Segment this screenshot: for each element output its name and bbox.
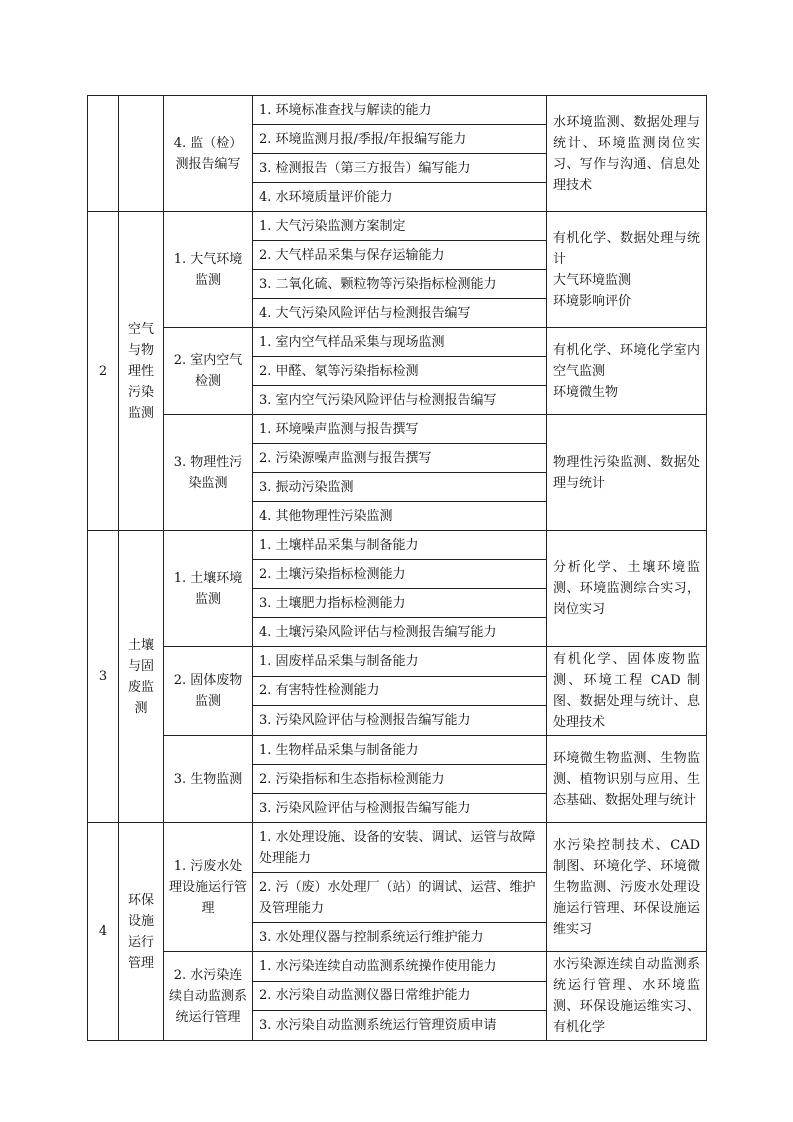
- ability-cell: 1. 环境噪声监测与报告撰写: [253, 415, 547, 444]
- table-row: [88, 415, 707, 444]
- ability-cell: 1. 水处理设施、设备的安装、调试、运管与故障处理能力: [253, 823, 547, 873]
- ability-cell: 3. 水处理仪器与控制系统运行维护能力: [253, 923, 547, 952]
- sub-area-cell: 3. 物理性污染监测: [164, 415, 253, 531]
- ability-cell: 4. 土壤污染风险评估与检测报告编写能力: [253, 618, 547, 647]
- row-number: 2: [88, 212, 119, 531]
- area-cell: 土壤与固废监测: [119, 531, 164, 823]
- course-cell: 有机化学、环境化学室内空气监测 环境微生物: [547, 328, 707, 415]
- course-cell: 水环境监测、数据处理与统计、环境监测岗位实习、写作与沟通、信息处理技术: [547, 96, 707, 212]
- sub-area-cell: 2. 室内空气检测: [164, 328, 253, 415]
- ability-cell: 1. 环境标准查找与解读的能力: [253, 96, 547, 125]
- row-number: 3: [88, 531, 119, 823]
- table-row: [88, 823, 707, 873]
- area-cell: [119, 96, 164, 212]
- ability-cell: 1. 大气污染监测方案制定: [253, 212, 547, 241]
- table-row: [88, 96, 707, 125]
- ability-cell: 4. 其他物理性污染监测: [253, 502, 547, 531]
- ability-cell: 2. 大气样品采集与保存运输能力: [253, 241, 547, 270]
- ability-cell: 3. 室内空气污染风险评估与检测报告编写: [253, 386, 547, 415]
- ability-cell: 4. 大气污染风险评估与检测报告编写: [253, 299, 547, 328]
- ability-cell: 3. 二氧化硫、颗粒物等污染指标检测能力: [253, 270, 547, 299]
- ability-cell: 3. 振动污染监测: [253, 473, 547, 502]
- table-row: [88, 328, 707, 357]
- ability-cell: 1. 土壤样品采集与制备能力: [253, 531, 547, 560]
- row-number: 4: [88, 823, 119, 1041]
- table-row: [88, 647, 707, 677]
- ability-cell: 1. 室内空气样品采集与现场监测: [253, 328, 547, 357]
- ability-cell: 3. 污染风险评估与检测报告编写能力: [253, 794, 547, 823]
- area-cell: 环保设施运行管理: [119, 823, 164, 1041]
- table-row: [88, 531, 707, 560]
- row-number: [88, 96, 119, 212]
- sub-area-cell: 1. 大气环境监测: [164, 212, 253, 328]
- ability-cell: 2. 土壤污染指标检测能力: [253, 560, 547, 589]
- course-cell: 有机化学、固体废物监测、环境工程 CAD 制图、数据处理与统计、息处理技术: [547, 647, 707, 736]
- ability-cell: 3. 水污染自动监测系统运行管理资质申请: [253, 1011, 547, 1041]
- course-cell: 分析化学、土壤环境监测、环境监测综合实习，岗位实习: [547, 531, 707, 647]
- ability-cell: 1. 生物样品采集与制备能力: [253, 736, 547, 765]
- sub-area-cell: 1. 土壤环境监测: [164, 531, 253, 647]
- ability-cell: 2. 水污染自动监测仪器日常维护能力: [253, 981, 547, 1011]
- ability-cell: 2. 甲醛、氡等污染指标检测: [253, 357, 547, 386]
- ability-cell: 3. 检测报告（第三方报告）编写能力: [253, 154, 547, 183]
- course-cell: 有机化学、数据处理与统计 大气环境监测 环境影响评价: [547, 212, 707, 328]
- table-row: [88, 736, 707, 765]
- ability-cell: 2. 污（废）水处理厂（站）的调试、运营、维护及管理能力: [253, 873, 547, 923]
- ability-cell: 2. 环境监测月报/季报/年报编写能力: [253, 125, 547, 154]
- sub-area-cell: 2. 固体废物监测: [164, 647, 253, 736]
- course-cell: 物理性污染监测、数据处理与统计: [547, 415, 707, 531]
- ability-cell: 3. 土壤肥力指标检测能力: [253, 589, 547, 618]
- course-cell: 水污染源连续自动监测系统运行管理、水环境监测、环保设施运维实习、有机化学: [547, 952, 707, 1041]
- sub-area-cell: 4. 监（检）测报告编写: [164, 96, 253, 212]
- document-page: [87, 95, 706, 1041]
- ability-cell: 4. 水环境质量评价能力: [253, 183, 547, 212]
- curriculum-table: [87, 95, 707, 1041]
- sub-area-cell: 1. 污废水处理设施运行管理: [164, 823, 253, 952]
- sub-area-cell: 2. 水污染连续自动监测系统运行管理: [164, 952, 253, 1041]
- course-cell: 水污染控制技术、CAD 制图、环境化学、环境微生物监测、污废水处理设施运行管理、环保设施运维实习: [547, 823, 707, 952]
- ability-cell: 2. 污染源噪声监测与报告撰写: [253, 444, 547, 473]
- ability-cell: 3. 污染风险评估与检测报告编写能力: [253, 706, 547, 736]
- sub-area-cell: 3. 生物监测: [164, 736, 253, 823]
- course-cell: 环境微生物监测、生物监测、植物识别与应用、生态基础、数据处理与统计: [547, 736, 707, 823]
- area-cell: 空气与物理性污染监测: [119, 212, 164, 531]
- ability-cell: 2. 有害特性检测能力: [253, 676, 547, 706]
- ability-cell: 1. 水污染连续自动监测系统操作使用能力: [253, 952, 547, 982]
- table-row: [88, 212, 707, 241]
- ability-cell: 1. 固废样品采集与制备能力: [253, 647, 547, 677]
- table-row: [88, 952, 707, 982]
- ability-cell: 2. 污染指标和生态指标检测能力: [253, 765, 547, 794]
